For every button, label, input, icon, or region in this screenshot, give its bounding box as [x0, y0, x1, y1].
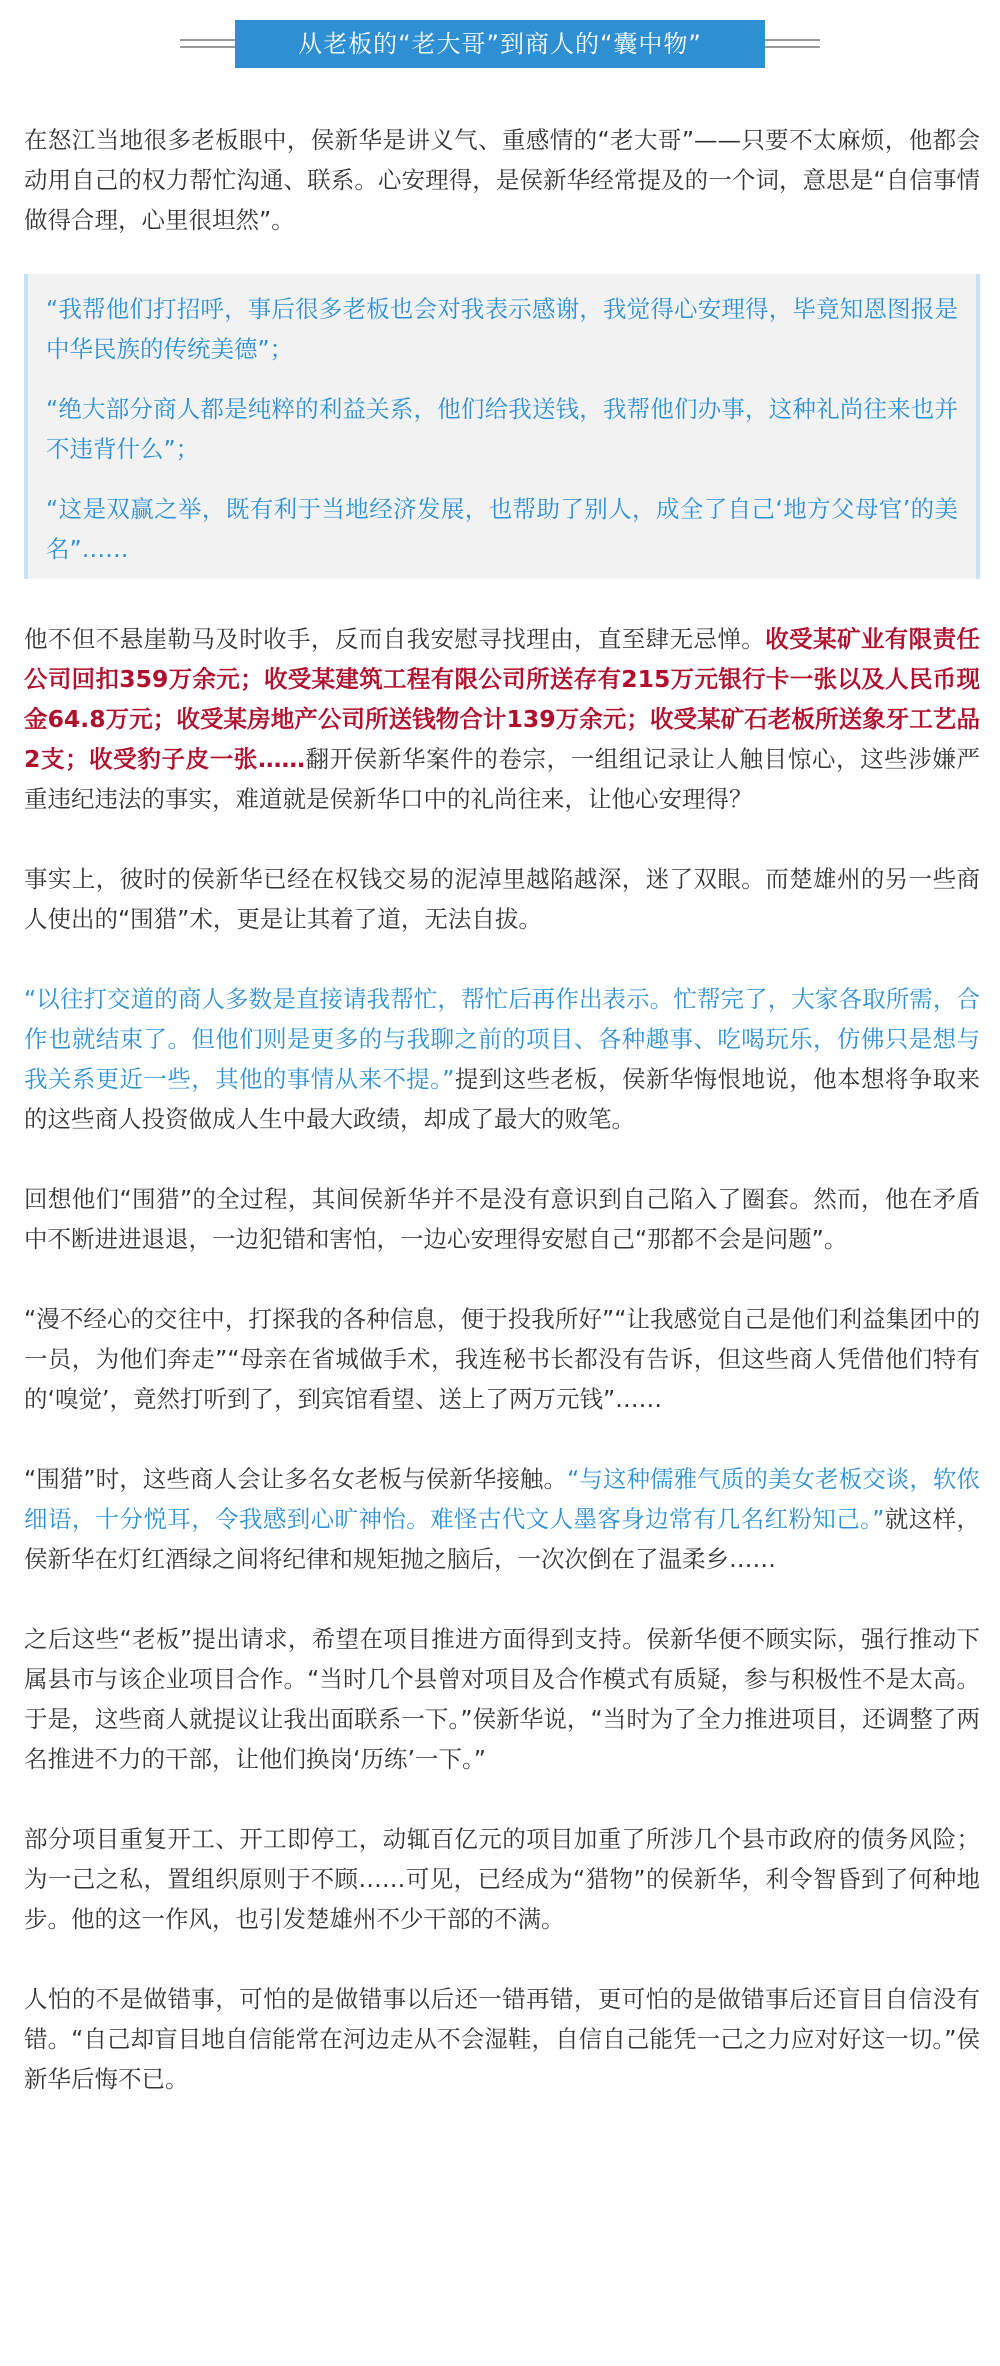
highlight-blue: “与这种儒雅气质的美女老板交谈，软侬细语，十分悦耳，令我感到心旷神怡。难怪古代文人墨客身边常有几名红粉知己。” — [24, 1465, 980, 1533]
paragraph: 之后这些“老板”提出请求，希望在项目推进方面得到支持。侯新华便不顾实际，强行推动下属县市与该企业项目合作。“当时几个县曾对项目及合作模式有质疑，参与积极性不是太高。于是，这些商人就提议让我出面联系一下。”侯新华说，“当时为了全力推进项目，还调整了两名推进不力的干部，让他们换岗‘历练’一下。” — [24, 1625, 980, 1773]
article-body — [0, 90, 1000, 2099]
paragraph: 回想他们“围猎”的全过程，其间侯新华并不是没有意识到自己陷入了圈套。然而，他在矛盾中不断进进退退，一边犯错和害怕，一边心安理得安慰自己“那都不会是问题”。 — [24, 1185, 980, 1253]
paragraph: “漫不经心的交往中，打探我的各种信息，便于投我所好”“让我感觉自己是他们利益集团中的一员，为他们奔走”“母亲在省城做手术，我连秘书长都没有告诉，但这些商人凭借他们特有的‘嗅觉’，竟然打听到了，到宾馆看望、送上了两万元钱”…… — [24, 1305, 980, 1413]
header-divider-left — [180, 39, 235, 41]
paragraph — [24, 979, 980, 1139]
highlight-red: 收受某矿业有限责任公司回扣359万余元；收受某建筑工程有限公司所送存有215万元银行卡一张以及人民币现金64.8万元；收受某房地产公司所送钱物合计139万余元；收受某矿石老板所送象牙工艺品2支；收受豹子皮一张…… — [24, 625, 981, 773]
text-span: 翻开侯新华案件的卷宗，一组组记录让人触目惊心，这些涉嫌严重违纪违法的事实，难道就是侯新华口中的礼尚往来，让他心安理得？ — [24, 745, 981, 813]
highlight-blue: “以往打交道的商人多数是直接请我帮忙，帮忙后再作出表示。忙帮完了，大家各取所需，合作也就结束了。但他们则是更多的与我聊之前的项目、各种趣事、吃喝玩乐，仿佛只是想与我关系更近一些，其他的事情从来不提。” — [24, 985, 980, 1093]
text-span: “围猎”时，这些商人会让多名女老板与侯新华接触。 — [24, 1465, 568, 1493]
paragraph: 人怕的不是做错事，可怕的是做错事以后还一错再错，更可怕的是做错事后还盲目自信没有错。“自己却盲目地自信能常在河边走从不会湿鞋，自信自己能凭一己之力应对好这一切。”侯新华后悔不已。 — [24, 1985, 980, 2093]
quote-block — [24, 274, 980, 579]
quote-item: “我帮他们打招呼，事后很多老板也会对我表示感谢，我觉得心安理得，毕竟知恩图报是中华民族的传统美德”； — [46, 295, 958, 363]
paragraph: 部分项目重复开工、开工即停工，动辄百亿元的项目加重了所涉几个县市政府的债务风险；为一己之私，置组织原则于不顾……可见，已经成为“猎物”的侯新华，利令智昏到了何种地步。他的这一作风，也引发楚雄州不少干部的不满。 — [24, 1825, 980, 1933]
header-divider-left — [180, 46, 235, 48]
text-span: 就这样，侯新华在灯红酒绿之间将纪律和规矩抛之脑后，一次次倒在了温柔乡…… — [24, 1505, 980, 1573]
section-title: 从老板的“老大哥”到商人的“囊中物” — [235, 20, 765, 68]
text-span: 他不但不悬崖勒马及时收手，反而自我安慰寻找理由，直至肆无忌惮。 — [24, 625, 766, 653]
paragraph: 在怒江当地很多老板眼中，侯新华是讲义气、重感情的“老大哥”——只要不太麻烦，他都会动用自己的权力帮忙沟通、联系。心安理得，是侯新华经常提及的一个词，意思是“自信事情做得合理，心里很坦然”。 — [24, 126, 980, 234]
section-header — [0, 0, 1000, 90]
paragraph — [24, 619, 980, 819]
paragraph — [24, 1459, 980, 1579]
header-divider-right — [765, 39, 820, 41]
paragraph: 事实上，彼时的侯新华已经在权钱交易的泥淖里越陷越深，迷了双眼。而楚雄州的另一些商人使出的“围猎”术，更是让其着了道，无法自拔。 — [24, 865, 980, 933]
quote-item: “这是双赢之举，既有利于当地经济发展，也帮助了别人，成全了自己‘地方父母官’的美名”…… — [46, 495, 958, 563]
text-span: 提到这些老板，侯新华悔恨地说，他本想将争取来的这些商人投资做成人生中最大政绩，却成了最大的败笔。 — [24, 1065, 980, 1133]
header-divider-right — [765, 46, 820, 48]
quote-item: “绝大部分商人都是纯粹的利益关系，他们给我送钱，我帮他们办事，这种礼尚往来也并不违背什么”； — [46, 395, 958, 463]
